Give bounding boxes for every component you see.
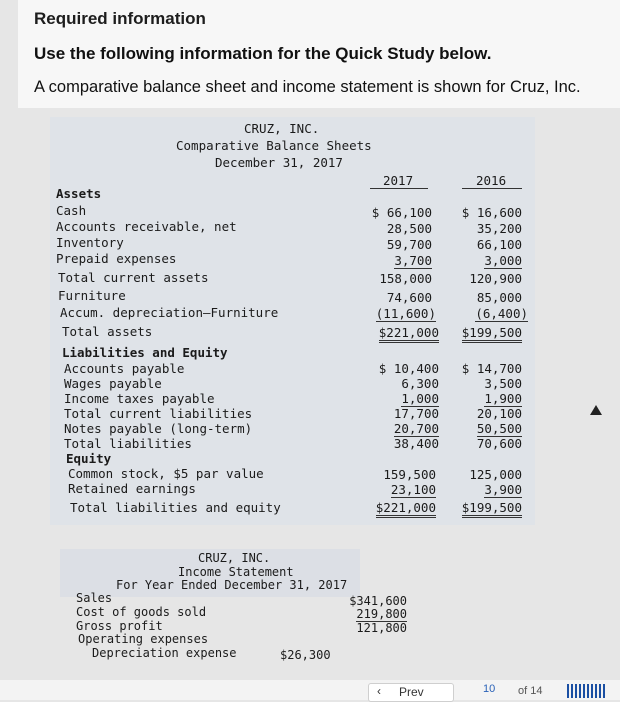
value-2016: 3,000 bbox=[484, 253, 522, 268]
value-2017: 17,700 bbox=[393, 406, 439, 421]
value-2016: 3,500 bbox=[484, 376, 522, 391]
assets-heading: Assets bbox=[56, 186, 102, 201]
value-2016: $199,500 bbox=[462, 500, 522, 518]
page-current[interactable]: 10 bbox=[483, 683, 496, 695]
row-label: Wages payable bbox=[64, 376, 162, 391]
required-information-heading: Required information bbox=[34, 9, 206, 28]
row-label: Total liabilities bbox=[64, 436, 192, 451]
value-2016: 20,100 bbox=[476, 406, 522, 421]
value-2016: 70,600 bbox=[476, 436, 522, 451]
value-2017: 3,700 bbox=[394, 253, 432, 268]
value-2017: 23,100 bbox=[390, 482, 436, 497]
value-2016: 1,900 bbox=[484, 391, 522, 406]
value-2017: $221,000 bbox=[379, 325, 439, 343]
cursor-arrow-icon bbox=[590, 405, 602, 415]
value-2017: $221,000 bbox=[376, 500, 436, 518]
value-2017: 20,700 bbox=[393, 421, 439, 436]
is-title: Income Statement bbox=[178, 565, 294, 579]
use-information-instruction: Use the following information for the Quick Study below. bbox=[34, 44, 492, 63]
row-label: Accounts receivable, net bbox=[56, 219, 237, 234]
value-2016: $ 16,600 bbox=[461, 205, 522, 220]
chevron-left-icon: ‹ bbox=[377, 684, 381, 698]
grid-icon[interactable] bbox=[567, 684, 607, 698]
comparative-statement-description: A comparative balance sheet and income statement is shown for Cruz, Inc. bbox=[34, 78, 581, 96]
row-label: Total liabilities and equity bbox=[70, 500, 281, 515]
value-2017: 28,500 bbox=[386, 221, 432, 236]
value-2016: 3,900 bbox=[484, 482, 522, 497]
col-2016-header: 2016 bbox=[476, 173, 507, 188]
bs-date: December 31, 2017 bbox=[215, 155, 343, 170]
value-2017: 74,600 bbox=[386, 290, 432, 305]
equity-heading: Equity bbox=[66, 451, 112, 466]
row-label: Furniture bbox=[58, 288, 126, 303]
row-label: Cash bbox=[56, 203, 87, 218]
value-2016: 85,000 bbox=[476, 290, 522, 305]
value-2017: 59,700 bbox=[386, 237, 432, 252]
value-2017: $ 66,100 bbox=[371, 205, 432, 220]
is-cogs-label: Cost of goods sold bbox=[76, 605, 207, 619]
is-depreciation-value: $26,300 bbox=[280, 648, 331, 662]
value-2016: $199,500 bbox=[462, 325, 522, 343]
is-depreciation-label: Depreciation expense bbox=[92, 646, 237, 660]
row-label: Total assets bbox=[62, 324, 153, 339]
prev-button[interactable] bbox=[368, 683, 454, 702]
row-label: Accum. depreciation—Furniture bbox=[60, 305, 279, 320]
value-2016: 66,100 bbox=[476, 237, 522, 252]
page-of-label: of 14 bbox=[518, 685, 543, 697]
row-label: Inventory bbox=[56, 235, 124, 250]
is-sales-label: Sales bbox=[76, 591, 113, 605]
col-2017-header: 2017 bbox=[383, 173, 414, 188]
value-2017: 1,000 bbox=[401, 391, 439, 406]
value-2016: $ 14,700 bbox=[461, 361, 522, 376]
value-2017: $ 10,400 bbox=[378, 361, 439, 376]
prev-label: Prev bbox=[399, 685, 424, 699]
is-gross-profit-value: 121,800 bbox=[356, 621, 407, 635]
value-2016: 35,200 bbox=[476, 221, 522, 236]
value-2017: (11,600) bbox=[375, 306, 436, 321]
bs-company: CRUZ, INC. bbox=[244, 121, 320, 136]
value-2017: 158,000 bbox=[379, 271, 432, 286]
row-label: Common stock, $5 par value bbox=[68, 466, 264, 481]
is-cogs-value: 219,800 bbox=[356, 607, 407, 621]
liabilities-equity-heading: Liabilities and Equity bbox=[62, 345, 228, 360]
row-label: Prepaid expenses bbox=[56, 251, 177, 266]
value-2017: 6,300 bbox=[401, 376, 439, 391]
is-company: CRUZ, INC. bbox=[198, 551, 271, 565]
value-2016: 120,900 bbox=[469, 271, 522, 286]
value-2017: 38,400 bbox=[393, 436, 439, 451]
row-label: Accounts payable bbox=[64, 361, 185, 376]
is-operating-expenses-label: Operating expenses bbox=[78, 632, 209, 646]
balance-sheet-header-panel bbox=[50, 117, 535, 525]
is-gross-profit-label: Gross profit bbox=[76, 619, 163, 633]
value-2016: 50,500 bbox=[476, 421, 522, 436]
is-period: For Year Ended December 31, 2017 bbox=[116, 578, 348, 592]
row-label: Retained earnings bbox=[68, 481, 196, 496]
value-2016: (6,400) bbox=[475, 306, 528, 321]
is-sales-value: $341,600 bbox=[349, 594, 407, 608]
value-2017: 159,500 bbox=[383, 467, 436, 482]
bs-title: Comparative Balance Sheets bbox=[176, 138, 372, 153]
row-label: Total current liabilities bbox=[64, 406, 253, 421]
row-label: Notes payable (long-term) bbox=[64, 421, 253, 436]
row-label: Income taxes payable bbox=[64, 391, 215, 406]
value-2016: 125,000 bbox=[469, 467, 522, 482]
row-label: Total current assets bbox=[58, 270, 209, 285]
